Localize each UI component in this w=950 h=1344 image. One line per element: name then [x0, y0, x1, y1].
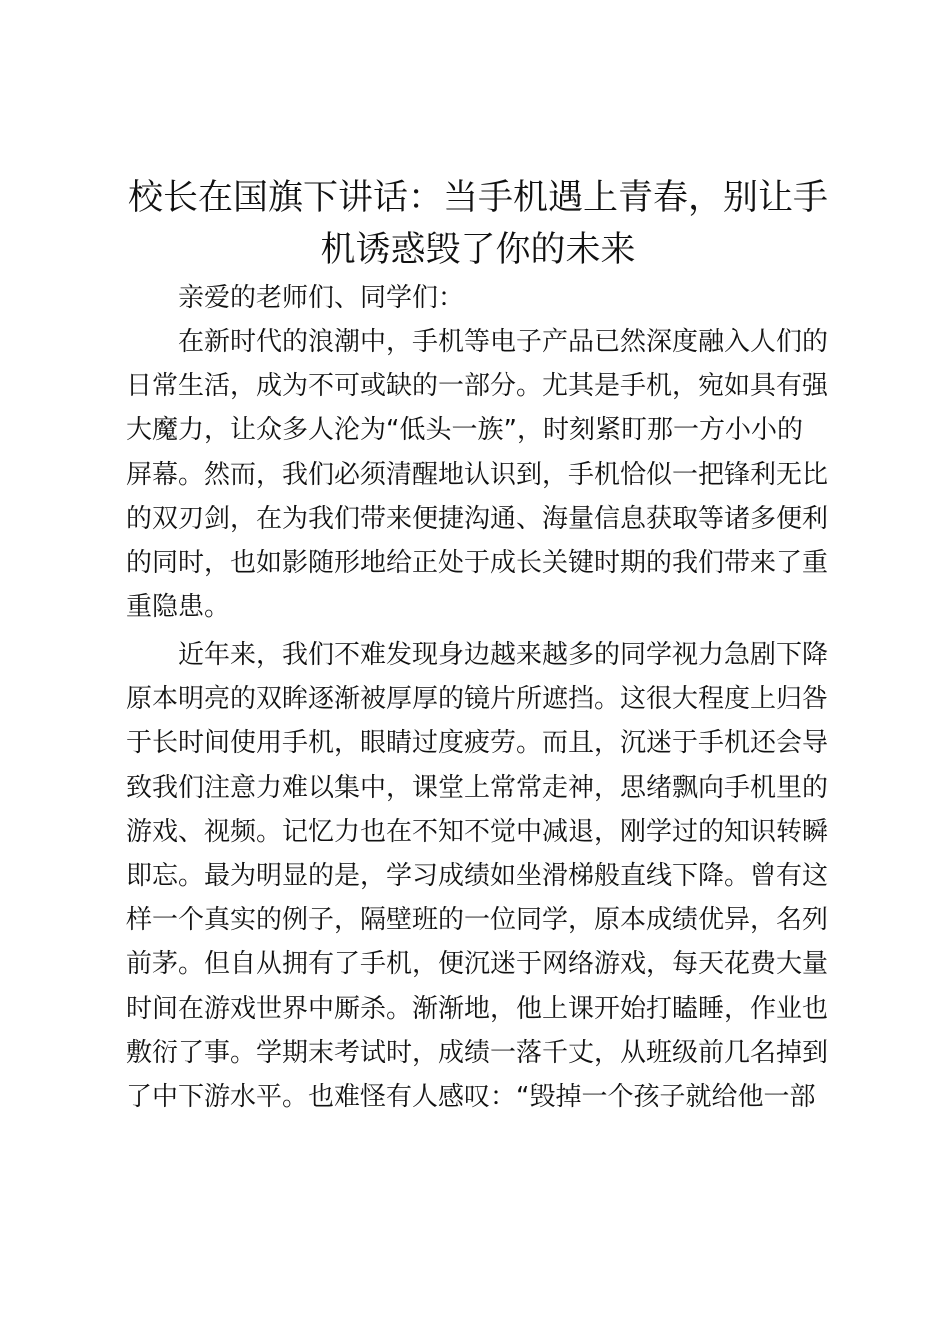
salutation-block — [126, 276, 838, 320]
paragraph-line: 屏幕。然而，我们必须清醒地认识到，手机恰似一把锋利无比 — [126, 459, 829, 490]
paragraph-line: 大魔力，让众多人沦为“低头一族”，时刻紧盯那一方小小的 — [126, 415, 803, 446]
paragraph-line: 原本明亮的双眸逐渐被厚厚的镜片所遮挡。这很大程度上归咎 — [126, 684, 829, 715]
paragraph-line: 即忘。最为明显的是，学习成绩如坐滑梯般直线下降。曾有这 — [126, 860, 829, 891]
paragraph-line: 的同时，也如影随形地给正处于成长关键时期的我们带来了重 — [126, 547, 829, 578]
paragraph-line: 在新时代的浪潮中，手机等电子产品已然深度融入人们的 — [178, 327, 829, 357]
salutation: 亲爱的老师们、同学们： — [178, 283, 465, 313]
paragraph-line: 致我们注意力难以集中，课堂上常常走神，思绪飘向手机里的 — [126, 772, 829, 803]
paragraph-line: 时间在游戏世界中厮杀。渐渐地，他上课开始打瞌睡，作业也 — [126, 993, 829, 1024]
document-title — [120, 172, 836, 276]
paragraph-1 — [126, 320, 838, 629]
paragraph-line: 近年来，我们不难发现身边越来越多的同学视力急剧下降 — [178, 640, 829, 670]
paragraph-line: 游戏、视频。记忆力也在不知不觉中减退，刚学过的知识转瞬 — [126, 816, 829, 847]
paragraph-2 — [126, 633, 838, 1119]
paragraph-line: 敷衍了事。学期末考试时，成绩一落千丈，从班级前几名掉到 — [126, 1037, 829, 1068]
paragraph-line: 前茅。但自从拥有了手机，便沉迷于网络游戏，每天花费大量 — [126, 949, 829, 980]
title-line: 机诱惑毁了你的未来 — [320, 230, 636, 270]
paragraph-line: 的双刃剑，在为我们带来便捷沟通、海量信息获取等诸多便利 — [126, 503, 829, 534]
paragraph-line: 了中下游水平。也难怪有人感叹：“毁掉一个孩子就给他一部 — [126, 1081, 816, 1112]
paragraph-line: 样一个真实的例子，隔壁班的一位同学，原本成绩优异，名列 — [126, 905, 829, 936]
paragraph-line: 于长时间使用手机，眼睛过度疲劳。而且，沉迷于手机还会导 — [126, 728, 829, 759]
title-line: 校长在国旗下讲话：当手机遇上青春，别让手 — [127, 178, 828, 218]
paragraph-line: 重隐患。 — [126, 592, 231, 623]
paragraph-line: 日常生活，成为不可或缺的一部分。尤其是手机，宛如具有强 — [126, 371, 829, 402]
